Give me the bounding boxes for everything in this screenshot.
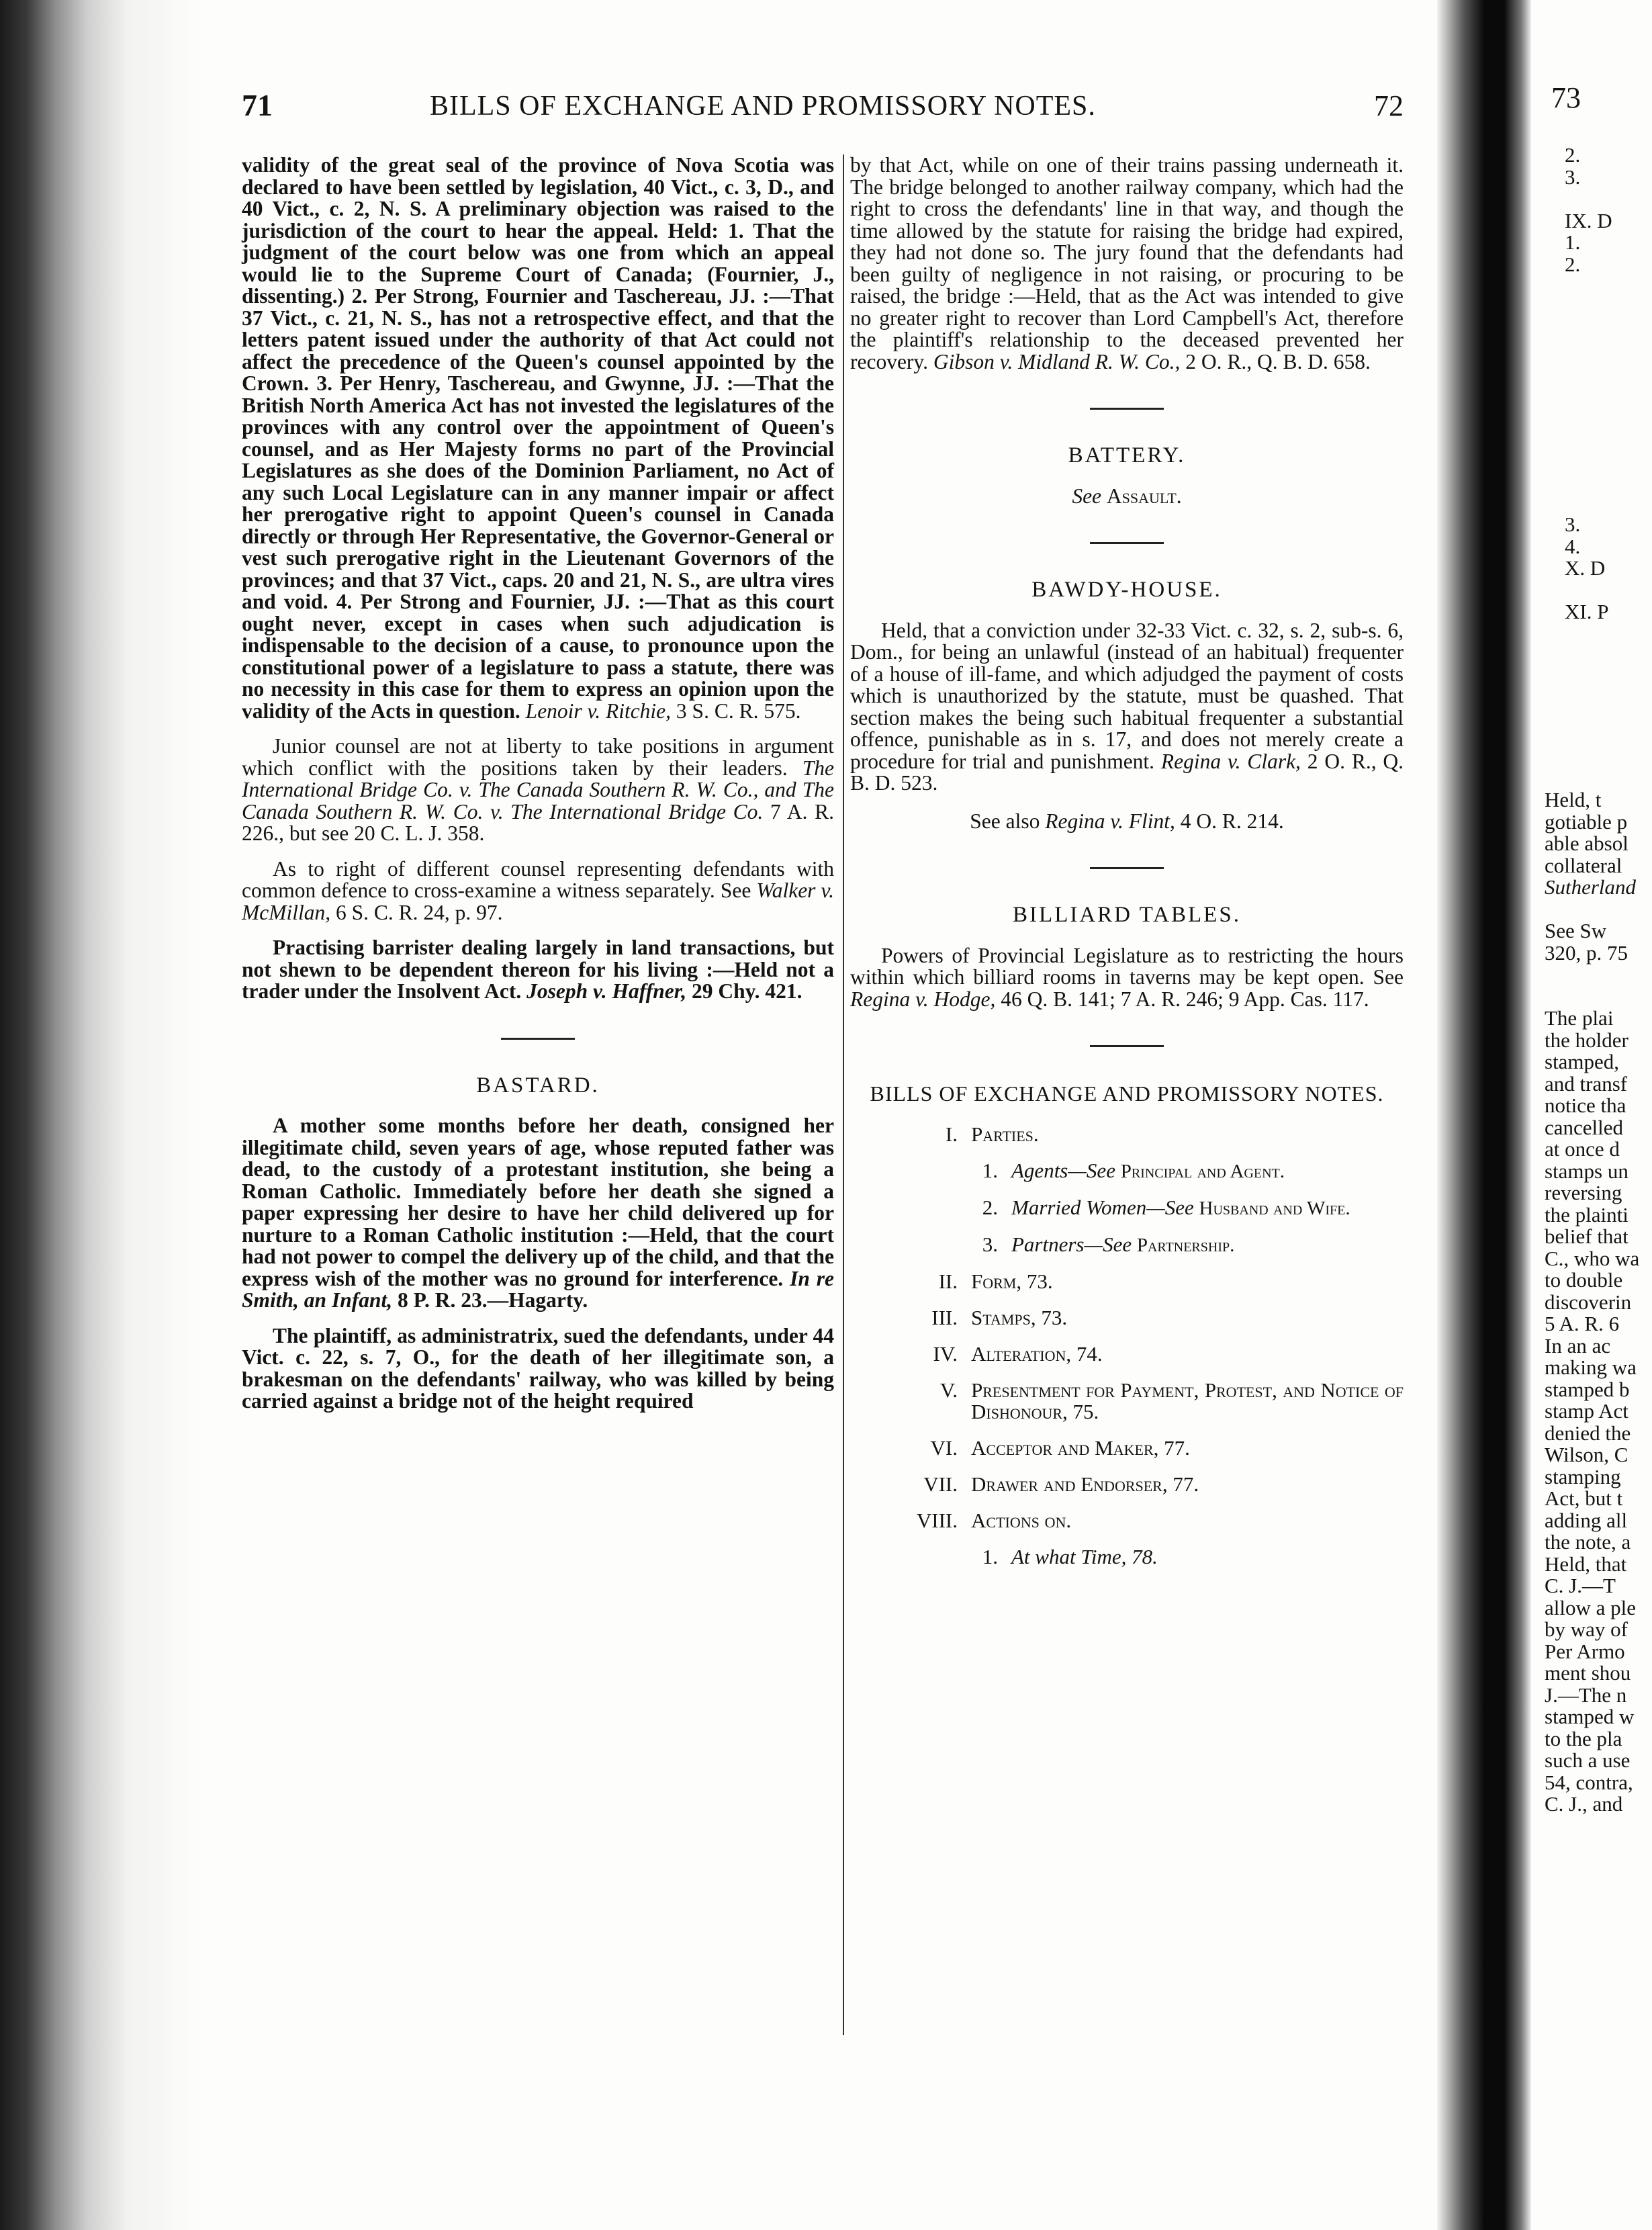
- left-column: [242, 154, 834, 1413]
- paragraph-barrister: Practising barrister dealing largely in land transactions, but not shewn to be dependent thereon for his living :—Held not a trader under the Insolvent Act. Joseph v. Haffner, 29 Chy. 421.: [242, 936, 834, 1003]
- binding-shadow-left: [0, 0, 201, 2230]
- heading-bastard: BASTARD.: [476, 1073, 600, 1098]
- toc-item: V. Presentment for Payment, Protest, and Notice of Dishonour, 75.: [939, 1378, 1404, 1423]
- paragraph-bawdy-house: Held, that a conviction under 32-33 Vict. c. 32, s. 2, sub-s. 6, Dom., for being an unlawful (instead of an habitual) frequenter of a house of ill-fame, and which adjudged the payment of costs which is unauthorized by the statute, must be quashed. That section makes the being such habitual frequenter a substantial offence, punishable as in s. 17, and does not merely create a procedure for trial and punishment. Regina v. Clark, 2 O. R., Q. B. D. 523.: [850, 618, 1404, 795]
- toc-item: II. Form, 73.: [938, 1269, 1053, 1293]
- paragraph-plaintiff-administratrix: The plaintiff, as administratrix, sued the defendants, under 44 Vict. c. 22, s. 7, O., for the death of her illegitimate son, a brakesman on the defendants' railway, who was killed by being carried against a bridge not of the height required: [242, 1323, 834, 1413]
- right-column: [850, 154, 1404, 1568]
- section-divider: [1090, 1045, 1164, 1047]
- bills-contents-list: [850, 1124, 1404, 1568]
- toc-item: I. Parties.: [945, 1122, 1039, 1146]
- paragraph-billiard: Powers of Provincial Legislature as to restricting the hours within which billiard rooms in taverns may be kept open. See Regina v. Hodge, 46 Q. B. 141; 7 A. R. 246; 9 App. Cas. 117.: [850, 943, 1404, 1011]
- column-rule: [843, 154, 844, 2035]
- left-page-number: 71: [242, 88, 273, 122]
- facing-page: [1531, 0, 1652, 2230]
- paragraph-junior-counsel: Junior counsel are not at liberty to take positions in argument which conflict with the positions taken by their leaders. The International Bridge Co. v. The Canada Southern R. W. Co., and The Canada Southern R. W. Co. v. The International Bridge Co. 7 A. R. 226., but see 20 C. L. J. 358.: [242, 734, 835, 845]
- running-title: BILLS OF EXCHANGE AND PROMISSORY NOTES.: [430, 91, 1096, 122]
- running-head: [242, 87, 1404, 134]
- toc-item: VII. Drawer and Endorser, 77.: [923, 1472, 1199, 1496]
- toc-item: IV. Alteration, 74.: [933, 1342, 1103, 1366]
- heading-billiard-tables: BILLIARD TABLES.: [1013, 903, 1241, 927]
- toc-item: VI. Acceptor and Maker, 77.: [930, 1436, 1190, 1460]
- see-assault: See Assault.: [1072, 484, 1182, 508]
- right-page-number: 72: [1374, 89, 1404, 122]
- paragraph-cross-examine: As to right of different counsel representing defendants with common defence to cross-examine a witness separately. See Walker v. McMillan, 6 S. C. R. 24, p. 97.: [242, 856, 835, 924]
- facing-page-number: 73: [1551, 81, 1581, 114]
- toc-item: 3. Partners—See Partnership.: [982, 1233, 1235, 1256]
- paragraph-bridge-continued: by that Act, while on one of their trains passing underneath it. The bridge belonged to another railway company, which had the right to cross the defendants' line in that way, and though the time allowed by the statute for raising the bridge had expired, they had not done so. The jury found that the defendants had been guilty of negligence in not raising, or procuring to be raised, the bridge :—Held, that as the Act was intended to give no greater right to recover than Lord Campbell's Act, therefore the plaintiff's relationship to the deceased prevented her recovery. Gibson v. Midland R. W. Co., 2 O. R., Q. B. D. 658.: [850, 153, 1404, 373]
- toc-item: VIII. Actions on.: [916, 1509, 1072, 1532]
- heading-bawdy-house: BAWDY-HOUSE.: [1031, 578, 1222, 602]
- toc-item: 1. Agents—See Principal and Agent.: [982, 1159, 1285, 1182]
- toc-item: 1. At what Time, 78.: [982, 1545, 1158, 1568]
- see-also-flint: See also Regina v. Flint, 4 O. R. 214.: [970, 809, 1284, 833]
- paragraph-validity: validity of the great seal of the province of Nova Scotia was declared to have been settled by legislation, 40 Vict., c. 3, D., and 40 Vict., c. 2, N. S. A preliminary objection was raised to the jurisdiction of the court to hear the appeal. Held: 1. That the judgment of the court below was one from which an appeal would lie to the Supreme Court of Canada; (Fournier, J., dissenting.) 2. Per Strong, Fournier and Taschereau, JJ. :—That 37 Vict., c. 21, N. S., has not a retrospective effect, and that the letters patent issued under the authority of that Act could not affect the precedence of the Queen's counsel appointed by the Crown. 3. Per Henry, Taschereau, and Gwynne, JJ. :—That the British North America Act has not invested the legislatures of the provinces with any control over the appointment of Queen's counsel, and as Her Majesty forms no part of the Provincial Legislatures as she does of the Dominion Parliament, no Act of any such Local Legislature can in any manner impair or affect her prerogative right to appoint Queen's counsel in Canada directly or through Her Representative, the Governor-General or vest such prerogative right in the Lieutenant Governors of the provinces; and that 37 Vict., caps. 20 and 21, N. S., are ultra vires and void. 4. Per Strong and Fournier, JJ. :—That as this court ought never, except in cases when such adjudication is indispensable to the decision of a cause, to pronounce upon the constitutional power of a legislature to pass a statute, there was no necessity in this case for them to express an opinion upon the validity of the Acts in question. Lenoir v. Ritchie, 3 S. C. R. 575.: [242, 153, 834, 723]
- section-divider: [1090, 542, 1164, 544]
- facing-fragments-top: 2. 3. IX. D 1. 2.: [1565, 143, 1612, 276]
- section-divider: [1090, 408, 1164, 410]
- toc-item: III. Stamps, 73.: [931, 1306, 1068, 1329]
- section-divider: [501, 1038, 575, 1040]
- paragraph-mother: A mother some months before her death, consigned her illegitimate child, seven years of age, whose reputed father was dead, to the custody of a protestant institution, she being a Roman Catholic. Immediately before her death she signed a paper expressing her desire to have her child delivered up for nurture to a Roman Catholic institution :—Held, that the court had not power to compel the delivery up of the child, and that the express wish of the mother was no ground for interference. In re Smith, an Infant, 8 P. R. 23.—Hagarty.: [242, 1114, 835, 1312]
- binding-gutter: [1437, 0, 1531, 2230]
- facing-fragments-bottom: Held, t gotiable p able absol collateral Sutherland See Sw 320, p. 75 The plai the holder stamped, and transf notice tha cancelled at once d stamps un reversing the plainti belief that C., who wa to double discoverin 5 A. R. 6 In an ac making wa stamped b stamp Act denied the Wilson, C stamping Act, but t adding all the note, a Held, that C. J.—T allow a ple by way of Per Armo ment shou J.—The n stamped w to the pla such a use 54, contra, C. J., and: [1545, 788, 1640, 1816]
- section-divider: [1090, 867, 1164, 869]
- toc-item: 2. Married Women—See Husband and Wife.: [982, 1196, 1350, 1219]
- heading-bills-of-exchange: BILLS OF EXCHANGE AND PROMISSORY NOTES.: [870, 1081, 1384, 1106]
- heading-battery: BATTERY.: [1068, 443, 1186, 467]
- facing-fragments-mid: 3. 4. X. D XI. P: [1565, 512, 1609, 623]
